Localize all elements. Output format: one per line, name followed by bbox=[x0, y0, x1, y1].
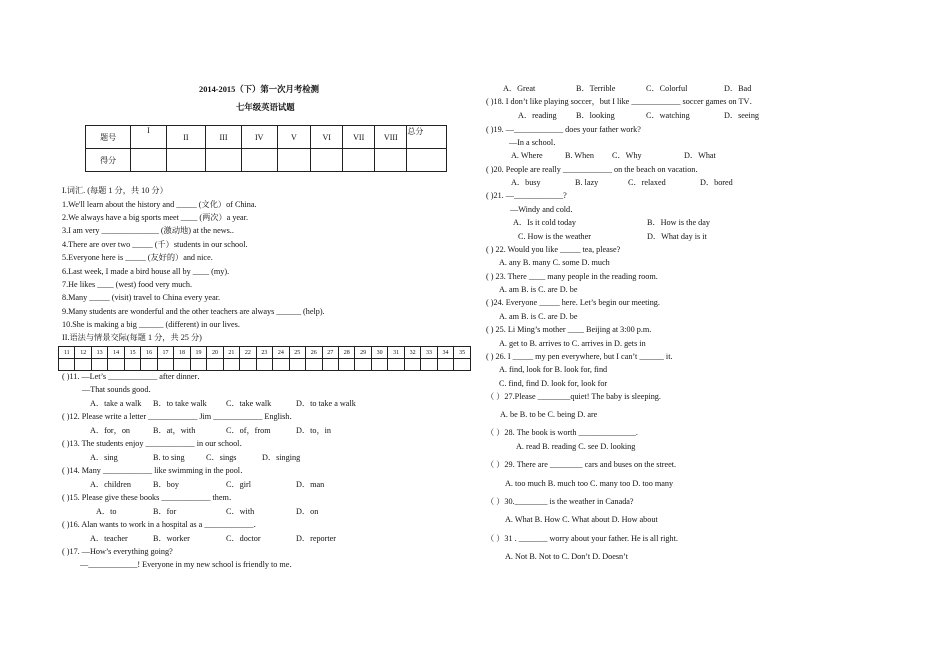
vocab-item: 6.Last week, I made a bird house all by ____ (my). bbox=[62, 267, 230, 276]
answer-cell[interactable] bbox=[388, 359, 404, 371]
option[interactable]: C．watching bbox=[646, 111, 690, 120]
score-header-cell: VI bbox=[311, 126, 343, 149]
answer-cell[interactable] bbox=[174, 359, 190, 371]
score-cell[interactable] bbox=[375, 149, 407, 172]
question-17-reply: —____________! Everyone in my new school is friendly to me． bbox=[80, 560, 298, 569]
answer-number: 14 bbox=[108, 347, 124, 359]
option[interactable]: A．to bbox=[96, 507, 117, 516]
answer-number: 26 bbox=[306, 347, 322, 359]
question-14: ( )14. Many ____________ like swimming in the pool． bbox=[62, 466, 249, 475]
question-12: ( )12. Please write a letter ____________ Jim ____________ English． bbox=[62, 412, 298, 421]
options-line[interactable]: A. am B. is C. are D. be bbox=[499, 285, 578, 294]
answer-cell[interactable] bbox=[306, 359, 322, 371]
score-header-cell: VII bbox=[343, 126, 375, 149]
vocab-item: 9.Many students are wonderful and the other teachers are always ______ (help). bbox=[62, 307, 325, 316]
question-26: ( ) 26. I _____ my pen everywhere, but I can’t ______ it. bbox=[486, 352, 673, 361]
question-19-reply: —In a school． bbox=[509, 138, 562, 147]
option[interactable]: B．worker bbox=[153, 534, 190, 543]
score-cell[interactable] bbox=[277, 149, 311, 172]
answer-cell[interactable] bbox=[256, 359, 272, 371]
answer-blank-row bbox=[59, 359, 471, 371]
option[interactable]: A．Is it cold today bbox=[513, 218, 576, 227]
answer-cell[interactable] bbox=[108, 359, 124, 371]
answer-cell[interactable] bbox=[454, 359, 471, 371]
option[interactable]: A．for，on bbox=[90, 426, 131, 435]
option[interactable]: B．for bbox=[153, 507, 177, 516]
answer-number: 25 bbox=[289, 347, 305, 359]
option[interactable]: A．Great bbox=[503, 84, 536, 93]
answer-number: 13 bbox=[91, 347, 107, 359]
answer-cell[interactable] bbox=[371, 359, 387, 371]
score-cell[interactable] bbox=[407, 149, 447, 172]
exam-subtitle: 七年级英语试题 bbox=[236, 103, 295, 112]
option[interactable]: C．take walk bbox=[226, 399, 272, 408]
option[interactable]: A．busy bbox=[511, 178, 541, 187]
answer-number: 23 bbox=[256, 347, 272, 359]
answer-number: 19 bbox=[190, 347, 206, 359]
answer-cell[interactable] bbox=[289, 359, 305, 371]
options-line[interactable]: A. Not B. Not to C. Don’t D. Doesn’t bbox=[505, 552, 628, 561]
option[interactable]: B．to take walk bbox=[153, 399, 207, 408]
options-line[interactable]: A. read B. reading C. see D. looking bbox=[516, 442, 636, 451]
score-cell[interactable] bbox=[166, 149, 205, 172]
options-line[interactable]: A. be B. to be C. being D. are bbox=[500, 410, 598, 419]
option[interactable]: C．doctor bbox=[226, 534, 261, 543]
option[interactable]: A．children bbox=[90, 480, 131, 489]
options-line[interactable]: A. any B. many C. some D. much bbox=[499, 258, 610, 267]
question-23: ( ) 23. There ____ many people in the reading room. bbox=[486, 272, 658, 281]
answer-number: 28 bbox=[338, 347, 354, 359]
answer-cell[interactable] bbox=[421, 359, 437, 371]
question-18: ( )18. I don’t like playing soccer，but I like ____________ soccer games on TV． bbox=[486, 97, 758, 106]
score-cell[interactable] bbox=[206, 149, 242, 172]
option[interactable]: B．looking bbox=[576, 111, 615, 120]
score-header-cell: I bbox=[131, 126, 166, 149]
score-cell[interactable] bbox=[241, 149, 277, 172]
answer-cell[interactable] bbox=[124, 359, 140, 371]
question-22: ( ) 22. Would you like _____ tea, please? bbox=[486, 245, 621, 254]
option[interactable]: D．reporter bbox=[296, 534, 337, 543]
answer-grid bbox=[58, 346, 471, 371]
section1-heading: I.词汇. (每题 1 分，共 10 分） bbox=[62, 186, 168, 195]
score-cell[interactable] bbox=[311, 149, 343, 172]
option[interactable]: A．reading bbox=[518, 111, 557, 120]
answer-number: 29 bbox=[355, 347, 371, 359]
question-15: ( )15. Please give these books ____________ them． bbox=[62, 493, 238, 502]
option[interactable]: A．teacher bbox=[90, 534, 128, 543]
question-28: （ ）28. The book is worth ______________. bbox=[486, 428, 638, 437]
answer-number: 15 bbox=[124, 347, 140, 359]
score-table bbox=[85, 125, 447, 172]
options-line[interactable]: A. find, look for B. look for, find bbox=[499, 365, 608, 374]
vocab-item: 3.I am very ______________ (激动地) at the news.. bbox=[62, 226, 234, 235]
vocab-item: 4.There are over two _____ (千）students in our school. bbox=[62, 240, 248, 249]
question-27: （ ）27.Please ________quiet! The baby is sleeping. bbox=[486, 392, 661, 401]
option[interactable]: D．singing bbox=[262, 453, 301, 462]
score-header-cell: II bbox=[166, 126, 205, 149]
option[interactable]: C．sings bbox=[206, 453, 237, 462]
answer-number: 17 bbox=[157, 347, 173, 359]
option[interactable]: B．at，with bbox=[153, 426, 196, 435]
option[interactable]: D．bored bbox=[700, 178, 733, 187]
option[interactable]: B. to sing bbox=[153, 453, 185, 462]
option[interactable]: C．of，from bbox=[226, 426, 271, 435]
answer-cell[interactable] bbox=[141, 359, 157, 371]
question-20: ( )20. People are really ____________ on the beach on vacation． bbox=[486, 165, 704, 174]
vocab-item: 10.She is making a big ______ (different) in our lives. bbox=[62, 320, 240, 329]
answer-cell[interactable] bbox=[338, 359, 354, 371]
answer-number: 21 bbox=[223, 347, 239, 359]
answer-cell[interactable] bbox=[157, 359, 173, 371]
option[interactable]: B．Terrible bbox=[576, 84, 616, 93]
option[interactable]: C．relaxed bbox=[628, 178, 666, 187]
answer-number: 30 bbox=[371, 347, 387, 359]
answer-cell[interactable] bbox=[223, 359, 239, 371]
question-19: ( )19. —____________ does your father work? bbox=[486, 125, 641, 134]
question-21-reply: —Windy and cold． bbox=[510, 205, 579, 214]
option[interactable]: D．on bbox=[296, 507, 319, 516]
option[interactable]: D．seeing bbox=[724, 111, 760, 120]
question-16: ( )16. Alan wants to work in a hospital as a ____________． bbox=[62, 520, 262, 529]
answer-number: 35 bbox=[454, 347, 471, 359]
question-30: （ ）30.________ is the weather in Canada? bbox=[486, 497, 634, 506]
vocab-item: 7.He likes ____ (west) food very much. bbox=[62, 280, 193, 289]
option[interactable]: B．How is the day bbox=[647, 218, 710, 227]
answer-number: 31 bbox=[388, 347, 404, 359]
answer-number: 18 bbox=[174, 347, 190, 359]
answer-cell[interactable] bbox=[273, 359, 289, 371]
answer-cell[interactable] bbox=[404, 359, 420, 371]
answer-number: 32 bbox=[404, 347, 420, 359]
options-line[interactable]: A. What B. How C. What about D. How about bbox=[505, 515, 658, 524]
option[interactable]: D．to，in bbox=[296, 426, 332, 435]
exam-title: 2014-2015（下）第一次月考检测 bbox=[199, 85, 320, 94]
answer-number: 20 bbox=[207, 347, 223, 359]
answer-number: 12 bbox=[75, 347, 91, 359]
answer-cell[interactable] bbox=[437, 359, 453, 371]
answer-cell[interactable] bbox=[75, 359, 91, 371]
vocab-item: 5.Everyone here is _____ (友好的）and nice. bbox=[62, 253, 213, 262]
option[interactable]: B．boy bbox=[153, 480, 179, 489]
answer-number: 34 bbox=[437, 347, 453, 359]
score-header-cell: VIII bbox=[375, 126, 407, 149]
vocab-item: 1.We'll learn about the history and _____ (文化）of China. bbox=[62, 200, 257, 209]
vocab-item: 2.We always have a big sports meet ____ (两次）a year. bbox=[62, 213, 249, 222]
option[interactable]: D．What bbox=[684, 151, 716, 160]
question-17: ( )17. —How’s everything going? bbox=[62, 547, 173, 556]
question-24: ( )24. Everyone _____ here. Let’s begin our meeting. bbox=[486, 298, 660, 307]
answer-cell[interactable] bbox=[240, 359, 256, 371]
option[interactable]: C．with bbox=[226, 507, 255, 516]
score-header-cell: 题号 bbox=[86, 126, 131, 149]
question-21: ( )21. —____________? bbox=[486, 191, 567, 200]
option[interactable]: C．girl bbox=[226, 480, 252, 489]
answer-cell[interactable] bbox=[190, 359, 206, 371]
options-line[interactable]: A. get to B. arrives to C. arrives in D. gets in bbox=[499, 339, 646, 348]
question-13: ( )13. The students enjoy ____________ in our school． bbox=[62, 439, 248, 448]
score-table-header-row bbox=[86, 126, 447, 149]
answer-number: 24 bbox=[273, 347, 289, 359]
answer-number: 11 bbox=[59, 347, 75, 359]
option[interactable]: B. When bbox=[565, 151, 594, 160]
answer-cell[interactable] bbox=[355, 359, 371, 371]
answer-cell[interactable] bbox=[59, 359, 75, 371]
option[interactable]: D．Bad bbox=[724, 84, 752, 93]
answer-number: 16 bbox=[141, 347, 157, 359]
option[interactable]: A．sing bbox=[90, 453, 118, 462]
score-table-score-row bbox=[86, 149, 447, 172]
question-11-reply: —That sounds good． bbox=[82, 385, 157, 394]
question-29: （ ）29. There are ________ cars and buses on the street. bbox=[486, 460, 677, 469]
option[interactable]: D．to take a walk bbox=[296, 399, 356, 408]
score-cell[interactable] bbox=[343, 149, 375, 172]
answer-cell[interactable] bbox=[207, 359, 223, 371]
option[interactable]: D．What day is it bbox=[647, 232, 707, 241]
option[interactable]: A. Where bbox=[511, 151, 543, 160]
answer-number: 27 bbox=[322, 347, 338, 359]
option[interactable]: C．Colorful bbox=[646, 84, 688, 93]
score-header-cell: IV bbox=[241, 126, 277, 149]
options-line[interactable]: C. find, find D. look for, look for bbox=[499, 379, 608, 388]
answer-number: 33 bbox=[421, 347, 437, 359]
answer-number: 22 bbox=[240, 347, 256, 359]
score-cell[interactable] bbox=[131, 149, 166, 172]
answer-cell[interactable] bbox=[322, 359, 338, 371]
question-25: ( ) 25. Li Ming’s mother ____ Beijing at 3:00 p.m. bbox=[486, 325, 652, 334]
score-header-cell: III bbox=[206, 126, 242, 149]
option[interactable]: A．take a walk bbox=[90, 399, 142, 408]
option[interactable]: B. lazy bbox=[575, 178, 599, 187]
score-header-cell: 总分 bbox=[407, 126, 447, 149]
question-11: ( )11. —Let’s ____________ after dinner． bbox=[62, 372, 206, 381]
answer-cell[interactable] bbox=[91, 359, 107, 371]
question-31: （ ）31 . _______ worry about your father. He is all right. bbox=[486, 534, 678, 543]
section2-heading: II.语法与情景交际(每题 1 分，共 25 分) bbox=[62, 333, 202, 342]
option[interactable]: D．man bbox=[296, 480, 325, 489]
option[interactable]: C. How is the weather bbox=[518, 232, 591, 241]
score-row-label: 得分 bbox=[86, 149, 131, 172]
option[interactable]: C．Why bbox=[612, 151, 642, 160]
options-line[interactable]: A. am B. is C. are D. be bbox=[499, 312, 578, 321]
answer-number-row bbox=[59, 347, 471, 359]
vocab-item: 8.Many _____ (visit) travel to China every year. bbox=[62, 293, 221, 302]
score-header-cell: V bbox=[277, 126, 311, 149]
options-line[interactable]: A. too much B. much too C. many too D. too many bbox=[505, 479, 674, 488]
